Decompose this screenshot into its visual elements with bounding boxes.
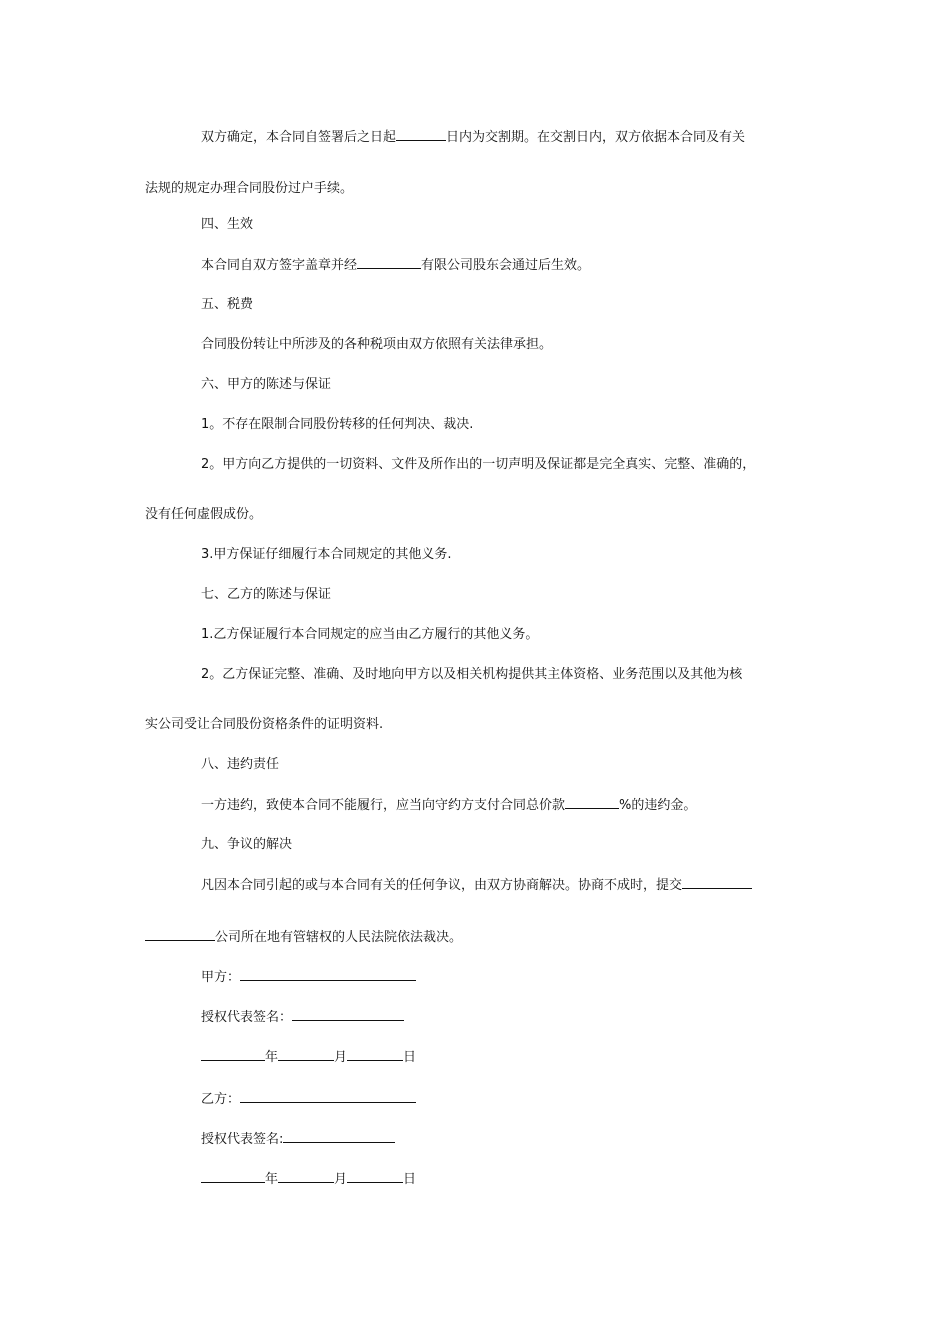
day-label: 日 bbox=[403, 1050, 417, 1065]
heading-breach: 八、违约责任 bbox=[201, 757, 280, 772]
fill-blank bbox=[145, 928, 215, 941]
heading-effect: 四、生效 bbox=[201, 217, 254, 232]
year-label: 年 bbox=[265, 1172, 279, 1187]
label: 授权代表签名: bbox=[201, 1132, 284, 1147]
paragraph-dispute bbox=[201, 876, 752, 895]
text: %的违约金。 bbox=[619, 798, 697, 813]
paragraph-a-2: 2。甲方向乙方提供的一切资料、文件及所作出的一切声明及保证都是完全真实、完整、准确的， bbox=[201, 457, 756, 472]
text: 本合同自双方签字盖章并经 bbox=[201, 258, 358, 273]
day-label: 日 bbox=[403, 1172, 417, 1187]
signature-line bbox=[283, 1130, 395, 1143]
text: 公司所在地有管辖权的人民法院依法裁决。 bbox=[215, 930, 463, 945]
heading-tax: 五、税费 bbox=[201, 297, 254, 312]
signature-line bbox=[240, 1090, 416, 1103]
signature-party-b bbox=[201, 1090, 416, 1109]
signature-line bbox=[240, 968, 416, 981]
paragraph-breach bbox=[201, 796, 696, 815]
text: 一方违约，致使本合同不能履行，应当向守约方支付合同总价款 bbox=[201, 798, 566, 813]
signature-line bbox=[292, 1008, 404, 1021]
heading-dispute: 九、争议的解决 bbox=[201, 837, 293, 852]
year-blank bbox=[201, 1048, 265, 1061]
paragraph-delivery bbox=[201, 128, 745, 147]
signature-rep-b bbox=[201, 1130, 395, 1149]
fill-blank bbox=[396, 128, 446, 141]
heading-party-a-warranty: 六、甲方的陈述与保证 bbox=[201, 377, 332, 392]
paragraph-a-1: 1。不存在限制合同股份转移的任何判决、裁决. bbox=[201, 417, 474, 432]
text: 凡因本合同引起的或与本合同有关的任何争议，由双方协商解决。协商不成时，提交 bbox=[201, 878, 683, 893]
month-label: 月 bbox=[334, 1050, 348, 1065]
paragraph-b-1: 1.乙方保证履行本合同规定的应当由乙方履行的其他义务。 bbox=[201, 627, 539, 642]
signature-party-a bbox=[201, 968, 416, 987]
month-label: 月 bbox=[334, 1172, 348, 1187]
fill-blank bbox=[682, 876, 752, 889]
fill-blank bbox=[565, 796, 619, 809]
text: 双方确定，本合同自签署后之日起 bbox=[201, 130, 397, 145]
day-blank bbox=[347, 1170, 403, 1183]
paragraph-a-2-cont: 没有任何虚假成份。 bbox=[145, 507, 263, 522]
label: 授权代表签名： bbox=[201, 1010, 293, 1025]
signature-date-b bbox=[201, 1170, 416, 1189]
paragraph-dispute-cont bbox=[145, 928, 462, 947]
text: 日内为交割期。在交割日内，双方依据本合同及有关 bbox=[446, 130, 746, 145]
year-label: 年 bbox=[265, 1050, 279, 1065]
paragraph-delivery-cont: 法规的规定办理合同股份过户手续。 bbox=[145, 181, 354, 196]
paragraph-a-3: 3.甲方保证仔细履行本合同规定的其他义务. bbox=[201, 547, 452, 562]
year-blank bbox=[201, 1170, 265, 1183]
text: 有限公司股东会通过后生效。 bbox=[421, 258, 591, 273]
heading-party-b-warranty: 七、乙方的陈述与保证 bbox=[201, 587, 332, 602]
label: 甲方： bbox=[201, 970, 241, 985]
paragraph-b-2: 2。乙方保证完整、准确、及时地向甲方以及相关机构提供其主体资格、业务范围以及其他为核 bbox=[201, 667, 743, 682]
paragraph-tax: 合同股份转让中所涉及的各种税项由双方依照有关法律承担。 bbox=[201, 337, 553, 352]
signature-rep-a bbox=[201, 1008, 404, 1027]
paragraph-effect bbox=[201, 256, 590, 275]
day-blank bbox=[347, 1048, 403, 1061]
paragraph-b-2-cont: 实公司受让合同股份资格条件的证明资料. bbox=[145, 717, 384, 732]
month-blank bbox=[278, 1170, 334, 1183]
fill-blank bbox=[357, 256, 421, 269]
month-blank bbox=[278, 1048, 334, 1061]
signature-date-a bbox=[201, 1048, 416, 1067]
label: 乙方： bbox=[201, 1092, 241, 1107]
